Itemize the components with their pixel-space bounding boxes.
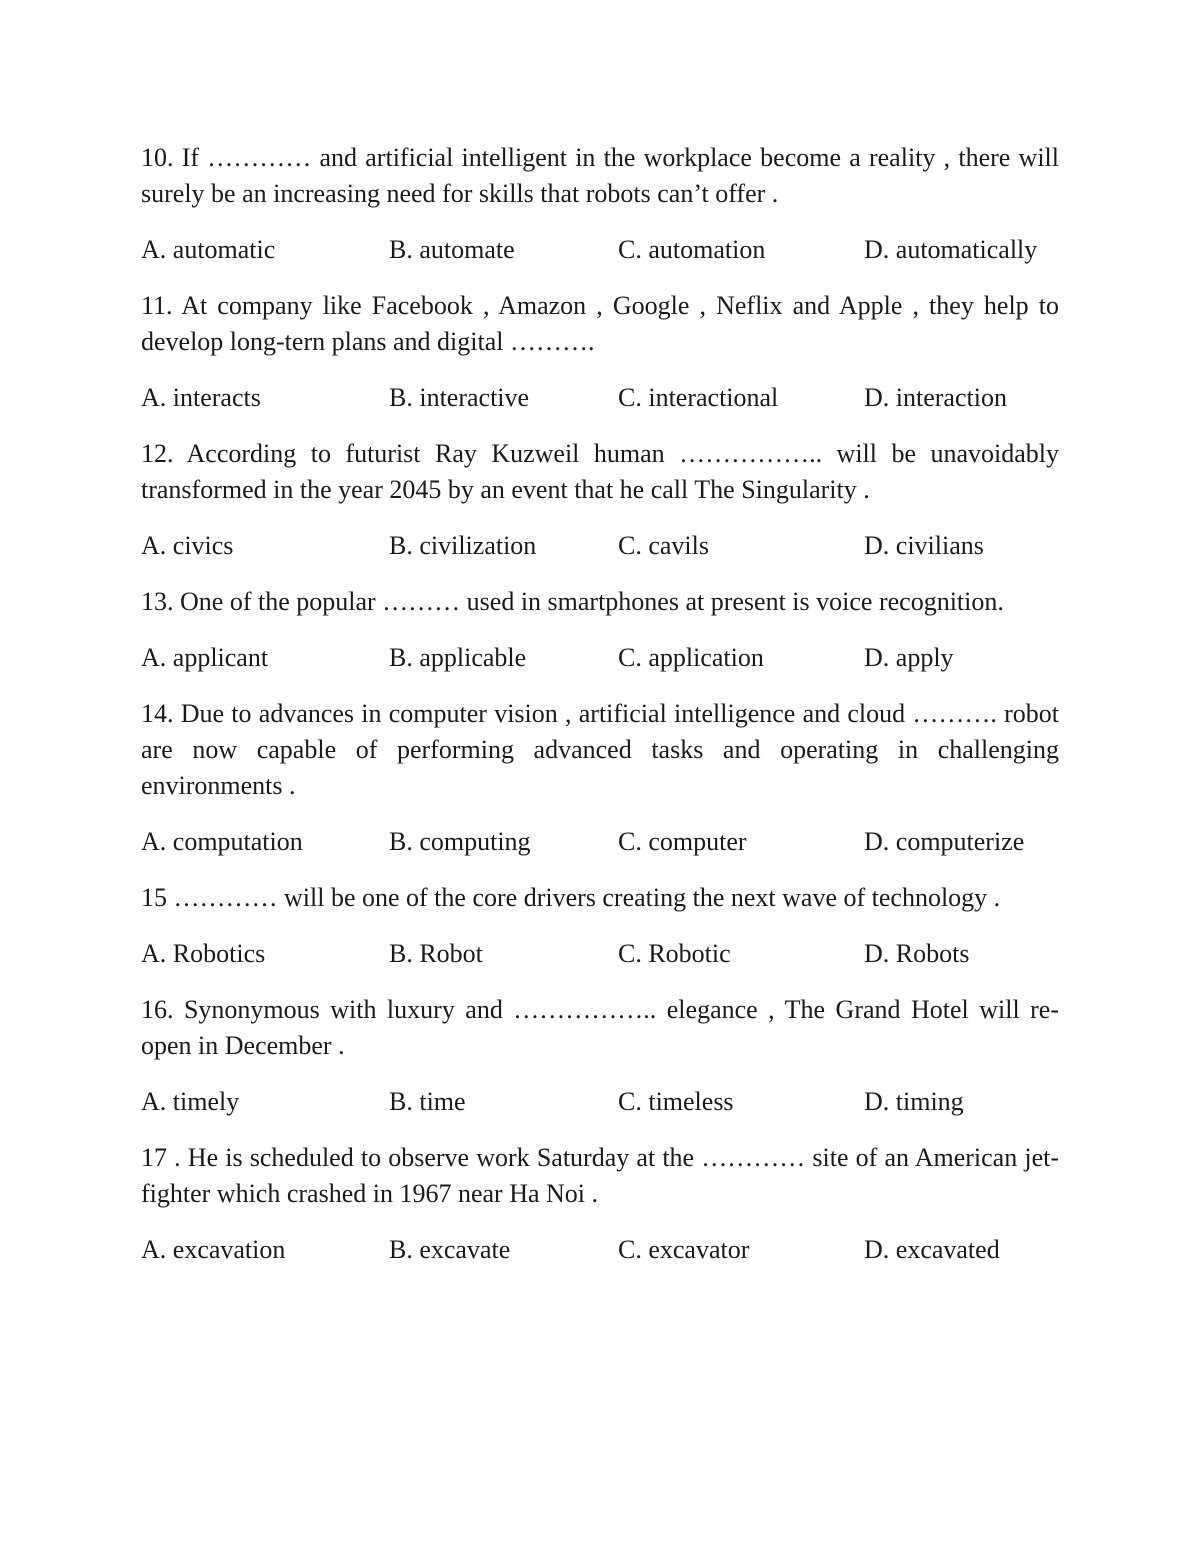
question-17-text: 17 . He is scheduled to observe work Saturday at the ………… site of an American jet-fighter which crashed in 1967 near Ha Noi . — [141, 1143, 1059, 1208]
question-15-text: 15 ………… will be one of the core drivers creating the next wave of technology . — [141, 883, 1001, 912]
question-13-options — [141, 640, 1081, 676]
question-15 — [141, 880, 1059, 916]
option-a: A. excavation — [141, 1235, 286, 1264]
option-a: A. timely — [141, 1087, 240, 1116]
option-b: B. civilization — [389, 531, 537, 560]
option-a: A. interacts — [141, 383, 261, 412]
option-d: D. timing — [864, 1087, 964, 1116]
question-16-options — [141, 1084, 1081, 1120]
option-c: C. timeless — [618, 1087, 734, 1116]
question-16-text: 16. Synonymous with luxury and …………….. elegance , The Grand Hotel will re-open in December . — [141, 995, 1059, 1060]
question-10-options — [141, 232, 1081, 268]
question-16 — [141, 992, 1059, 1064]
question-15-options — [141, 936, 1081, 972]
question-14 — [141, 696, 1059, 804]
option-b: B. automate — [389, 235, 515, 264]
option-a: A. Robotics — [141, 939, 266, 968]
question-12-options — [141, 528, 1081, 564]
question-13 — [141, 584, 1059, 620]
option-b: B. computing — [389, 827, 531, 856]
question-13-text: 13. One of the popular ……… used in smartphones at present is voice recognition. — [141, 587, 1004, 616]
option-c: C. automation — [618, 235, 766, 264]
option-c: C. interactional — [618, 383, 779, 412]
option-a: A. computation — [141, 827, 303, 856]
option-d: D. automatically — [864, 235, 1038, 264]
option-c: C. computer — [618, 827, 747, 856]
option-d: D. interaction — [864, 383, 1007, 412]
option-b: B. time — [389, 1087, 466, 1116]
option-c: C. excavator — [618, 1235, 750, 1264]
question-11-text: 11. At company like Facebook , Amazon , Google , Neflix and Apple , they help to develop long-tern plans and digital ………. — [141, 291, 1059, 356]
question-14-options — [141, 824, 1081, 860]
option-a: A. civics — [141, 531, 234, 560]
option-d: D. excavated — [864, 1235, 1000, 1264]
option-b: B. excavate — [389, 1235, 511, 1264]
option-d: D. computerize — [864, 827, 1025, 856]
question-17-options — [141, 1232, 1081, 1268]
option-c: C. application — [618, 643, 764, 672]
option-b: B. Robot — [389, 939, 483, 968]
question-17 — [141, 1140, 1059, 1212]
option-b: B. interactive — [389, 383, 530, 412]
option-a: A. applicant — [141, 643, 269, 672]
option-d: D. apply — [864, 643, 954, 672]
question-11 — [141, 288, 1059, 360]
option-c: C. cavils — [618, 531, 709, 560]
question-11-options — [141, 380, 1081, 416]
option-b: B. applicable — [389, 643, 527, 672]
option-c: C. Robotic — [618, 939, 731, 968]
question-14-text: 14. Due to advances in computer vision , artificial intelligence and cloud ………. robot are now capable of performing advanced tasks and operating in challenging environments . — [141, 699, 1059, 800]
question-12 — [141, 436, 1059, 508]
option-a: A. automatic — [141, 235, 276, 264]
option-d: D. civilians — [864, 531, 984, 560]
option-d: D. Robots — [864, 939, 970, 968]
question-12-text: 12. According to futurist Ray Kuzweil human …………….. will be unavoidably transformed in the year 2045 by an event that he call The Singularity . — [141, 439, 1059, 504]
question-10-text: 10. If ………… and artificial intelligent in the workplace become a reality , there will surely be an increasing need for skills that robots can’t offer . — [141, 143, 1059, 208]
question-10 — [141, 140, 1059, 212]
